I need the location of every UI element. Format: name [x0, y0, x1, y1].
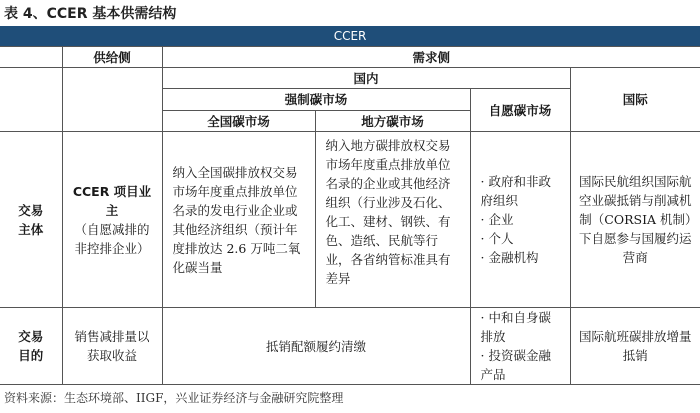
ccer-structure-table — [0, 26, 700, 385]
supply-side-header: 供给侧 — [62, 47, 162, 68]
international-header: 国际 — [570, 68, 700, 132]
local-market-header: 地方碳市场 — [315, 111, 470, 132]
region-header-row — [0, 68, 700, 89]
mandatory-purpose-cell: 抵销配额履约清缴 — [162, 308, 470, 385]
supply-subject-note: （自愿减排的非控排企业） — [74, 221, 150, 256]
supply-purpose-cell: 销售减排量以获取收益 — [62, 308, 162, 385]
national-market-header: 全国碳市场 — [162, 111, 315, 132]
ccer-banner: CCER — [0, 26, 700, 47]
corner-cell — [0, 47, 62, 68]
local-subject-cell: 纳入地方碳排放权交易市场年度重点排放单位名录的企业或其他经济组织（行业涉及石化、化工、建材、钢铁、有色、造纸、民航等行业，各省纳管标准具有差异 — [315, 132, 470, 308]
side-header-row — [0, 47, 700, 68]
list-item: · 政府和非政府组织 — [480, 174, 551, 208]
national-subject-cell: 纳入全国碳排放权交易市场年度重点排放单位名录的发电行业企业或其他经济组织（预计年度排放达 2.6 万吨二氧化碳当量 — [162, 132, 315, 308]
purpose-row — [0, 308, 700, 385]
list-item: · 中和自身碳排放 — [480, 310, 551, 344]
voluntary-purpose-cell — [470, 308, 570, 385]
supply-subject-cell — [62, 132, 162, 308]
row-label-subject: 交易 主体 — [0, 132, 62, 308]
supply-blank-header — [62, 68, 162, 132]
list-item: · 个人 — [480, 231, 514, 246]
international-subject-cell: 国际民航组织国际航空业碳抵销与削减机制（CORSIA 机制）下自愿参与国履约运营商 — [570, 132, 700, 308]
list-item: · 企业 — [480, 212, 514, 227]
source-note: 资料来源：生态环境部、IIGF，兴业证券经济与金融研究院整理 — [4, 391, 344, 405]
demand-side-header: 需求侧 — [162, 47, 700, 68]
supply-subject-main: CCER 项目业主 — [72, 183, 152, 218]
row-label-purpose: 交易 目的 — [0, 308, 62, 385]
list-item: · 投资碳金融产品 — [480, 348, 551, 382]
mandatory-market-header: 强制碳市场 — [162, 89, 470, 111]
subject-row — [0, 132, 700, 308]
voluntary-market-header: 自愿碳市场 — [470, 89, 570, 132]
table-caption: 表 4、CCER 基本供需结构 — [4, 6, 177, 22]
corner-cell-2 — [0, 68, 62, 132]
domestic-header: 国内 — [162, 68, 570, 89]
list-item: · 金融机构 — [480, 250, 539, 265]
voluntary-subject-cell — [470, 132, 570, 308]
international-purpose-cell: 国际航班碳排放增量抵销 — [570, 308, 700, 385]
banner-row — [0, 26, 700, 47]
